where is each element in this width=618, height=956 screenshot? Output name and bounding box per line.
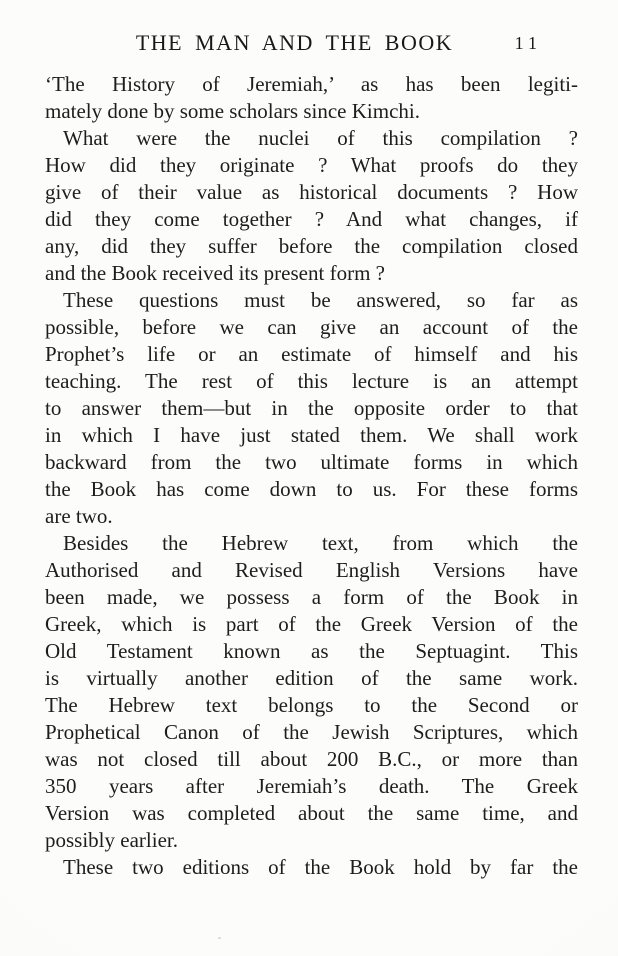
page-number: 11 (514, 33, 542, 53)
text-line: in which I have just stated them. We shall work (45, 423, 578, 447)
text-line: was not closed till about 200 B.C., or more than (45, 747, 578, 771)
text-line: possible, before we can give an account of the (45, 315, 578, 339)
running-head-title: THE MAN AND THE BOOK (135, 30, 454, 55)
text-line: the Book has come down to us. For these forms (45, 477, 578, 501)
text-line: Besides the Hebrew text, from which the (63, 531, 578, 555)
paragraph (45, 287, 578, 530)
paragraph (45, 125, 578, 287)
text-line: These two editions of the Book hold by far the (63, 855, 578, 879)
text-line: ‘The History of Jeremiah,’ as has been legiti- (45, 72, 578, 96)
page-text (45, 71, 578, 881)
text-line: and the Book received its present form ? (45, 261, 385, 285)
text-line: What were the nuclei of this compilation ? (63, 126, 578, 150)
text-line: Old Testament known as the Septuagint. This (45, 639, 578, 663)
text-line: Prophetical Canon of the Jewish Scriptures, which (45, 720, 578, 744)
text-line: did they come together ? And what changes, if (45, 207, 578, 231)
text-line: to answer them—but in the opposite order to that (45, 396, 578, 420)
text-line: is virtually another edition of the same work. (45, 666, 578, 690)
text-line: are two. (45, 504, 113, 528)
text-line: been made, we possess a form of the Book in (45, 585, 578, 609)
scan-speck (218, 937, 221, 939)
text-line: 350 years after Jeremiah’s death. The Greek (45, 774, 578, 798)
text-line: Prophet’s life or an estimate of himself and his (45, 342, 578, 366)
paragraph (45, 71, 578, 125)
running-head (45, 30, 578, 58)
text-line: Version was completed about the same time, and (45, 801, 578, 825)
text-line: teaching. The rest of this lecture is an attempt (45, 369, 578, 393)
text-line: any, did they suffer before the compilation closed (45, 234, 578, 258)
paragraph (45, 854, 578, 881)
text-line: Authorised and Revised English Versions have (45, 558, 578, 582)
text-line: possibly earlier. (45, 828, 178, 852)
text-line: give of their value as historical documents ? How (45, 180, 578, 204)
paragraph (45, 530, 578, 854)
text-line: Greek, which is part of the Greek Version of the (45, 612, 578, 636)
text-line: These questions must be answered, so far as (63, 288, 578, 312)
text-line: The Hebrew text belongs to the Second or (45, 693, 578, 717)
text-line: mately done by some scholars since Kimchi. (45, 99, 420, 123)
text-line: How did they originate ? What proofs do they (45, 153, 578, 177)
text-line: backward from the two ultimate forms in which (45, 450, 578, 474)
